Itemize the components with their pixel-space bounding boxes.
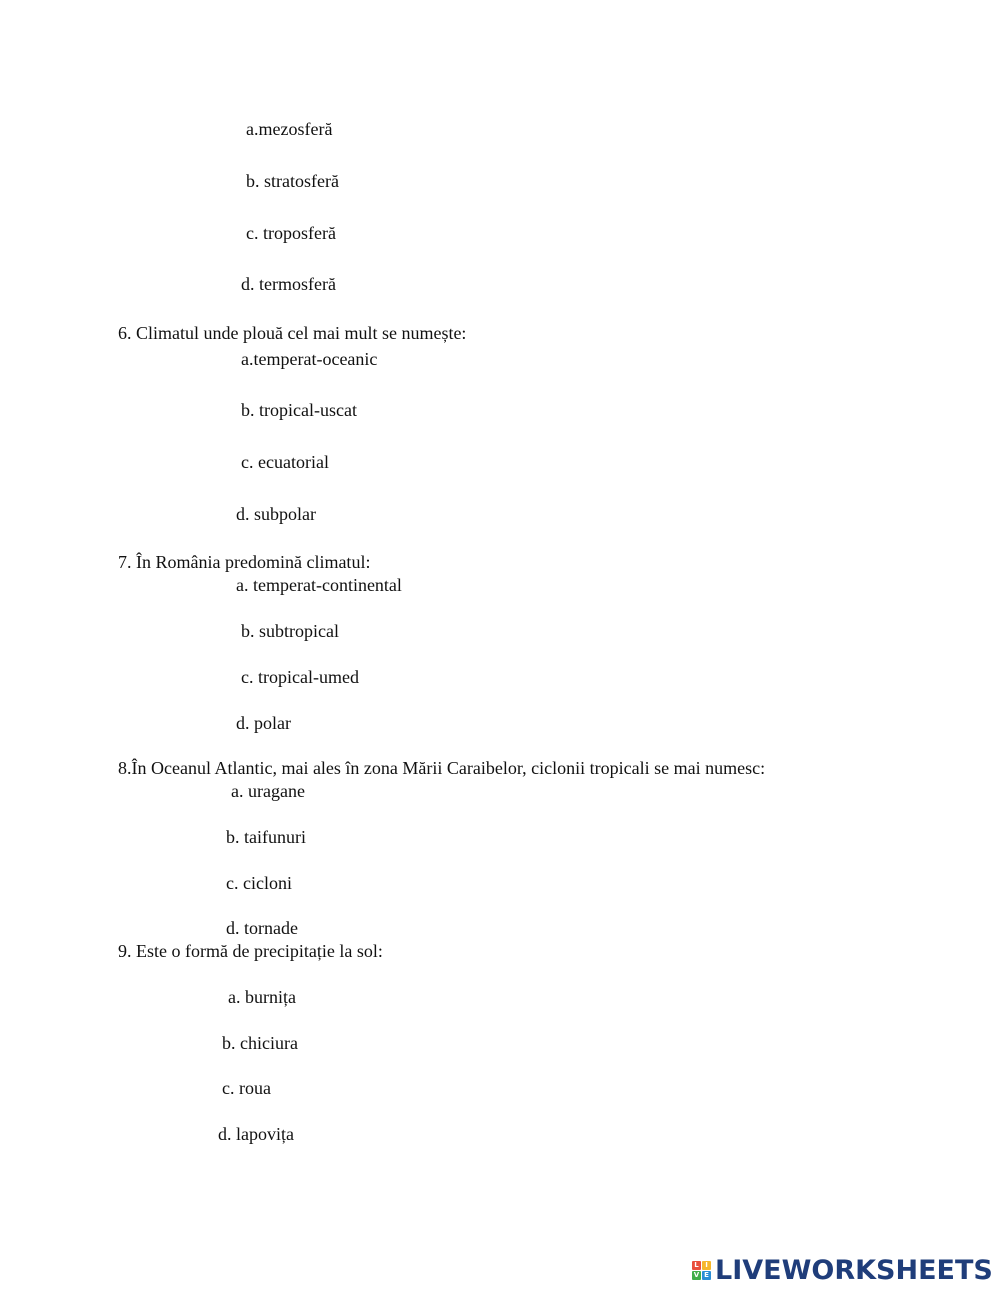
q8-option-d[interactable]: d. tornade — [226, 918, 298, 938]
q6-option-a[interactable]: a.temperat-oceanic — [241, 349, 378, 369]
logo-text: LIVEWORKSHEETS — [715, 1254, 993, 1286]
q9-option-d[interactable]: d. lapovița — [218, 1124, 294, 1144]
q7-option-c[interactable]: c. tropical-umed — [241, 667, 359, 687]
q8-option-a[interactable]: a. uragane — [231, 781, 305, 801]
q9-question: 9. Este o formă de precipitație la sol: — [118, 941, 383, 961]
q6-option-d[interactable]: d. subpolar — [236, 504, 316, 524]
q6-question: 6. Climatul unde plouă cel mai mult se numește: — [118, 323, 467, 343]
q6-option-c[interactable]: c. ecuatorial — [241, 452, 329, 472]
q8-option-c[interactable]: c. cicloni — [226, 873, 292, 893]
logo-mark-tile: I — [702, 1261, 711, 1270]
logo-mark-tile: V — [693, 1270, 700, 1279]
q7-option-a[interactable]: a. temperat-continental — [236, 575, 402, 595]
q9-option-c[interactable]: c. roua — [222, 1078, 271, 1098]
q7-question: 7. În România predomină climatul: — [118, 552, 371, 572]
q6-option-b[interactable]: b. tropical-uscat — [241, 400, 357, 420]
q7-option-b[interactable]: b. subtropical — [241, 621, 339, 641]
q9-option-a[interactable]: a. burnița — [228, 987, 296, 1007]
logo-mark-tile: E — [702, 1271, 711, 1280]
q9-option-b[interactable]: b. chiciura — [222, 1033, 298, 1053]
liveworksheets-logo — [692, 1254, 993, 1286]
q5-option-d[interactable]: d. termosferă — [241, 274, 336, 294]
q8-question: 8.În Oceanul Atlantic, mai ales în zona Mării Caraibelor, ciclonii tropicali se mai numesc: — [118, 758, 766, 778]
q5-option-c[interactable]: c. troposferă — [246, 223, 336, 243]
q7-option-d[interactable]: d. polar — [236, 713, 291, 733]
q5-option-b[interactable]: b. stratosferă — [246, 171, 339, 191]
q5-option-a[interactable]: a.mezosferă — [246, 119, 333, 139]
q8-option-b[interactable]: b. taifunuri — [226, 827, 306, 847]
logo-mark-tile: L — [692, 1261, 701, 1270]
logo-mark-icon — [692, 1261, 711, 1280]
